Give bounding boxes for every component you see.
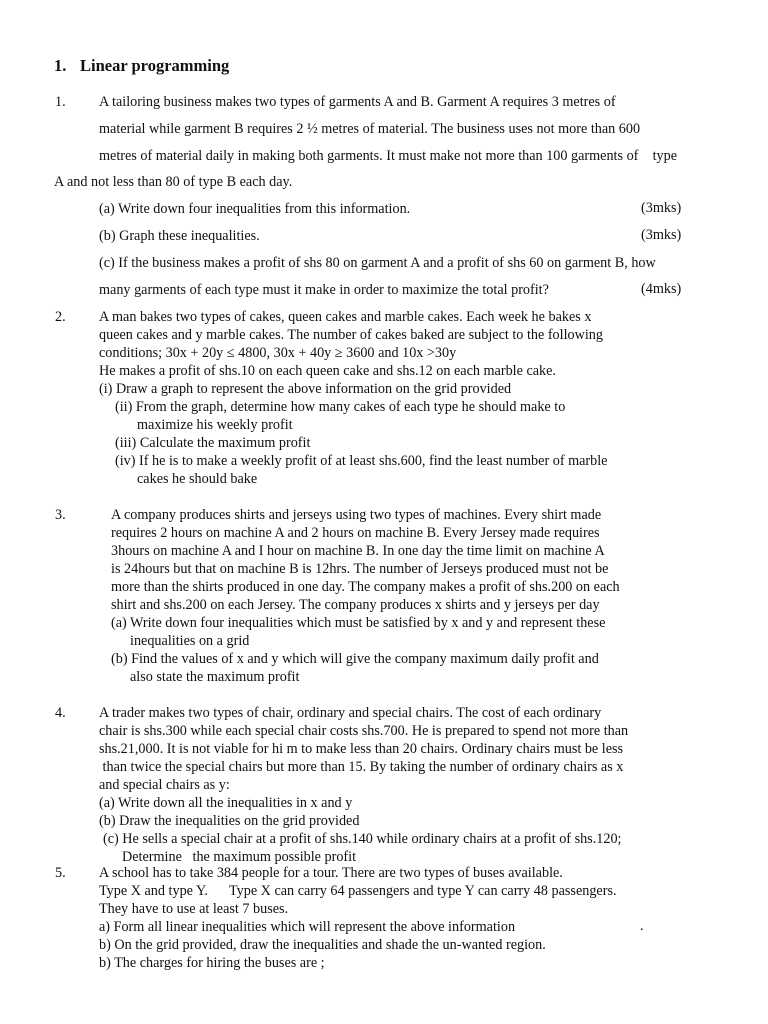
question-line: than twice the special chairs but more than 15. By taking the number of ordinary chairs as x xyxy=(99,759,624,775)
question-line: (c) He sells a special chair at a profit of shs.140 while ordinary chairs at a profit of shs.120; xyxy=(103,831,622,847)
question-line: (a) Write down all the inequalities in x and y xyxy=(99,795,353,811)
question-line: A tailoring business makes two types of garments A and B. Garment A requires 3 metres of xyxy=(99,94,616,110)
section-title: Linear programming xyxy=(80,56,230,75)
question-line: shs.21,000. It is not viable for hi m to make less than 20 chairs. Ordinary chairs must be less xyxy=(99,741,624,757)
question-line: A school has to take 384 people for a tour. There are two types of buses available. xyxy=(99,865,563,881)
question-line: more than the shirts produced in one day. The company makes a profit of shs.200 on each xyxy=(111,579,620,595)
question-number: 1. xyxy=(55,94,66,110)
question-part: (a) Write down four inequalities from this information. xyxy=(99,201,411,217)
marks-label: (3mks) xyxy=(641,227,682,243)
question-line: (i) Draw a graph to represent the above information on the grid provided xyxy=(99,381,512,397)
question-line: requires 2 hours on machine A and 2 hours on machine B. Every Jersey made requires xyxy=(111,525,600,541)
question-line: (b) Find the values of x and y which will give the company maximum daily profit and xyxy=(111,651,599,667)
question-line: maximize his weekly profit xyxy=(137,417,293,433)
question-line: b) On the grid provided, draw the inequalities and shade the un-wanted region. xyxy=(99,937,546,953)
marks-label: (4mks) xyxy=(641,281,682,297)
question-line: a) Form all linear inequalities which will represent the above information xyxy=(99,919,516,935)
section-heading xyxy=(54,56,229,76)
question-line: metres of material daily in making both garments. It must make not more than 100 garments of type xyxy=(99,148,678,164)
question-part: many garments of each type must it make in order to maximize the total profit? xyxy=(99,282,549,298)
question-line: cakes he should bake xyxy=(137,471,258,487)
question-number: 3. xyxy=(55,507,66,523)
section-number: 1. xyxy=(54,56,67,75)
question-line: conditions; 30x + 20y ≤ 4800, 30x + 40y ≥ 3600 and 10x >30y xyxy=(99,345,457,361)
stray-mark: . xyxy=(640,918,644,934)
question-line: A man bakes two types of cakes, queen cakes and marble cakes. Each week he bakes x xyxy=(99,309,592,325)
question-number: 4. xyxy=(55,705,66,721)
question-line: Type X and type Y. Type X can carry 64 passengers and type Y can carry 48 passengers. xyxy=(99,883,617,899)
question-line: (ii) From the graph, determine how many cakes of each type he should make to xyxy=(115,399,566,415)
question-line: Determine the maximum possible profit xyxy=(122,849,357,865)
marks-label: (3mks) xyxy=(641,200,682,216)
question-line: A and not less than 80 of type B each day. xyxy=(54,174,293,190)
question-line: material while garment B requires 2 ½ metres of material. The business uses not more than 600 xyxy=(99,121,641,137)
question-line: b) The charges for hiring the buses are ; xyxy=(99,955,325,971)
question-line: A company produces shirts and jerseys using two types of machines. Every shirt made xyxy=(111,507,602,523)
question-part: (b) Graph these inequalities. xyxy=(99,228,260,244)
question-line: chair is shs.300 while each special chair costs shs.700. He is prepared to spend not more than xyxy=(99,723,629,739)
question-line: and special chairs as y: xyxy=(99,777,230,793)
question-line: inequalities on a grid xyxy=(130,633,250,649)
question-line: queen cakes and y marble cakes. The number of cakes baked are subject to the following xyxy=(99,327,603,343)
question-line: is 24hours but that on machine B is 12hrs. The number of Jerseys produced must not be xyxy=(111,561,609,577)
question-line: shirt and shs.200 on each Jersey. The company produces x shirts and y jerseys per day xyxy=(111,597,600,613)
question-line: They have to use at least 7 buses. xyxy=(99,901,289,917)
question-number: 5. xyxy=(55,865,66,881)
question-line: (a) Write down four inequalities which must be satisfied by x and y and represent these xyxy=(111,615,606,631)
question-line: (b) Draw the inequalities on the grid provided xyxy=(99,813,360,829)
question-line: He makes a profit of shs.10 on each queen cake and shs.12 on each marble cake. xyxy=(99,363,556,379)
question-number: 2. xyxy=(55,309,66,325)
question-line: also state the maximum profit xyxy=(130,669,300,685)
question-line: (iii) Calculate the maximum profit xyxy=(115,435,311,451)
question-part: (c) If the business makes a profit of shs 80 on garment A and a profit of shs 60 on garment B, how xyxy=(99,255,656,271)
question-line: 3hours on machine A and I hour on machine B. In one day the time limit on machine A xyxy=(111,543,605,559)
question-line: (iv) If he is to make a weekly profit of at least shs.600, find the least number of marble xyxy=(115,453,608,469)
question-line: A trader makes two types of chair, ordinary and special chairs. The cost of each ordinary xyxy=(99,705,602,721)
